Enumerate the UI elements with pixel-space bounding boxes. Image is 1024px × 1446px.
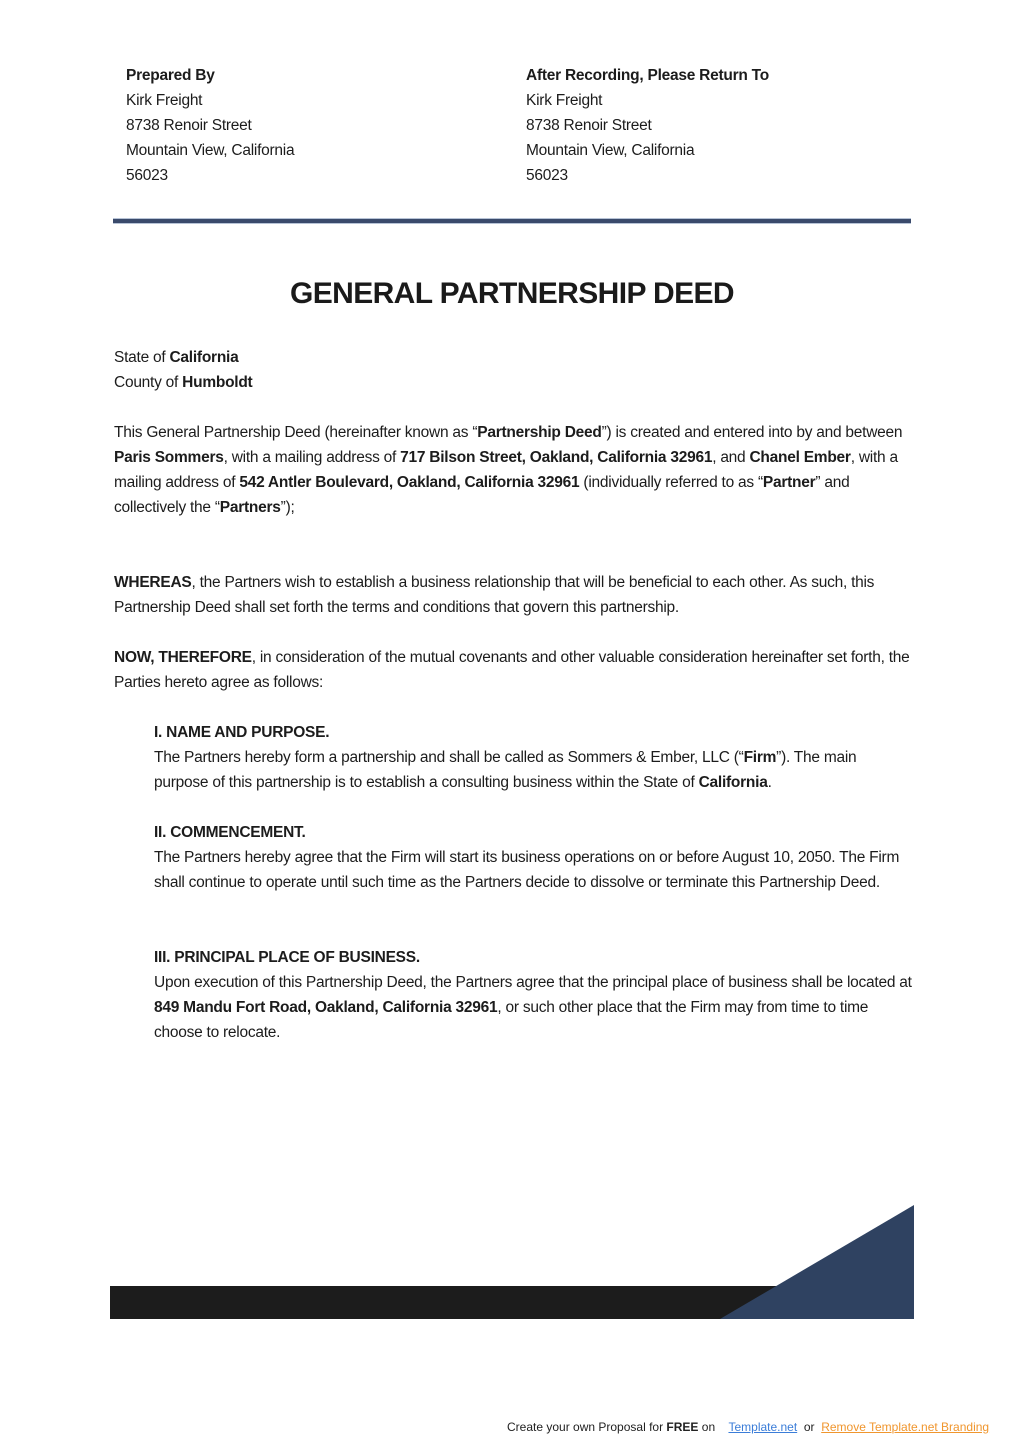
business-address: 849 Mandu Fort Road, Oakland, California 32961 [154,999,498,1016]
prepared-by-label: Prepared By [126,67,215,84]
footer-triangle-decoration [720,1205,914,1319]
prepared-by-city-state: Mountain View, California [126,142,295,159]
section-body [154,745,914,795]
return-to-block [526,63,769,188]
branding-prefix: Create your own Proposal for [507,1420,667,1434]
whereas-text [114,570,914,620]
county-value: Humboldt [182,374,253,391]
section-name-and-purpose [154,720,914,795]
intro-paragraph [114,420,914,520]
section-heading: III. PRINCIPAL PLACE OF BUSINESS. [154,949,420,966]
term-firm: Firm [743,749,777,766]
section-principal-place [154,945,914,1045]
state-label: State of [114,349,170,366]
section-1-t3: . [767,774,772,791]
intro-text [114,420,914,520]
intro-t5: , with a mailing address of [114,449,898,491]
intro-t2: ”) is created and entered into by and between [601,424,903,441]
intro-t6: (individually referred to as “ [579,474,763,491]
now-therefore-text [114,645,914,695]
jurisdiction-block [114,345,914,395]
return-to-zip: 56023 [526,167,568,184]
branding-on: on [698,1420,716,1434]
document-title: GENERAL PARTNERSHIP DEED [289,277,734,310]
return-to-street: 8738 Renoir Street [526,117,652,134]
partner-2-name: Chanel Ember [749,449,851,466]
section-1-t2: ”). The main purpose of this partnership is to establish a consulting business within the State of [154,749,857,791]
state-line [114,345,914,370]
whereas-lead: WHEREAS [114,574,192,591]
header-divider [113,218,911,224]
partner-2-address: 542 Antler Boulevard, Oakland, California 32961 [239,474,580,491]
branding-free: FREE [666,1420,699,1434]
remove-branding-link[interactable]: Remove Template.net Branding [821,1420,990,1434]
prepared-by-zip: 56023 [126,167,168,184]
template-net-link[interactable]: Template.net [728,1420,798,1434]
prepared-by-name: Kirk Freight [126,92,203,109]
intro-t8: ”); [280,499,295,516]
section-1-t1: The Partners hereby form a partnership and shall be called as Sommers & Ember, LLC (“ [154,749,744,766]
section-3-t1: Upon execution of this Partnership Deed, the Partners agree that the principal place of business shall be located at [154,974,912,991]
prepared-by-block [126,63,294,188]
return-to-name: Kirk Freight [526,92,603,109]
section-1-state: California [698,774,768,791]
intro-t3: , with a mailing address of [223,449,401,466]
intro-t4: , and [712,449,750,466]
term-partner: Partner [762,474,816,491]
county-line [114,370,914,395]
section-3-t2: , or such other place that the Firm may from time to time choose to relocate. [154,999,869,1041]
term-partners: Partners [219,499,281,516]
intro-t1: This General Partnership Deed (hereinafter known as “ [114,424,478,441]
now-therefore-paragraph [114,645,914,695]
state-value: California [169,349,239,366]
whereas-body: , the Partners wish to establish a business relationship that will be beneficial to each other. As such, this Partnership Deed shall set forth the terms and conditions that govern this partnership. [114,574,875,616]
now-therefore-body: , in consideration of the mutual covenants and other valuable consideration hereinafter set forth, the Parties hereto agree as follows: [114,649,910,691]
return-to-label: After Recording, Please Return To [526,67,769,84]
return-to-city-state: Mountain View, California [526,142,695,159]
section-heading: II. COMMENCEMENT. [154,824,306,841]
branding-or: or [803,1420,815,1434]
section-body: The Partners hereby agree that the Firm will start its business operations on or before August 10, 2050. The Firm shall continue to operate until such time as the Partners decide to dissolve or terminate this Partnership Deed. [154,849,900,891]
partner-1-address: 717 Bilson Street, Oakland, California 32961 [400,449,713,466]
county-label: County of [114,374,183,391]
whereas-paragraph [114,570,914,620]
section-commencement [154,820,914,895]
prepared-by-street: 8738 Renoir Street [126,117,252,134]
intro-t7: ” and collectively the “ [114,474,850,516]
section-heading: I. NAME AND PURPOSE. [154,724,330,741]
section-body [154,970,914,1045]
term-partnership-deed: Partnership Deed [477,424,602,441]
branding-line [507,1419,989,1435]
now-therefore-lead: NOW, THEREFORE [114,649,252,666]
partner-1-name: Paris Sommers [114,449,224,466]
